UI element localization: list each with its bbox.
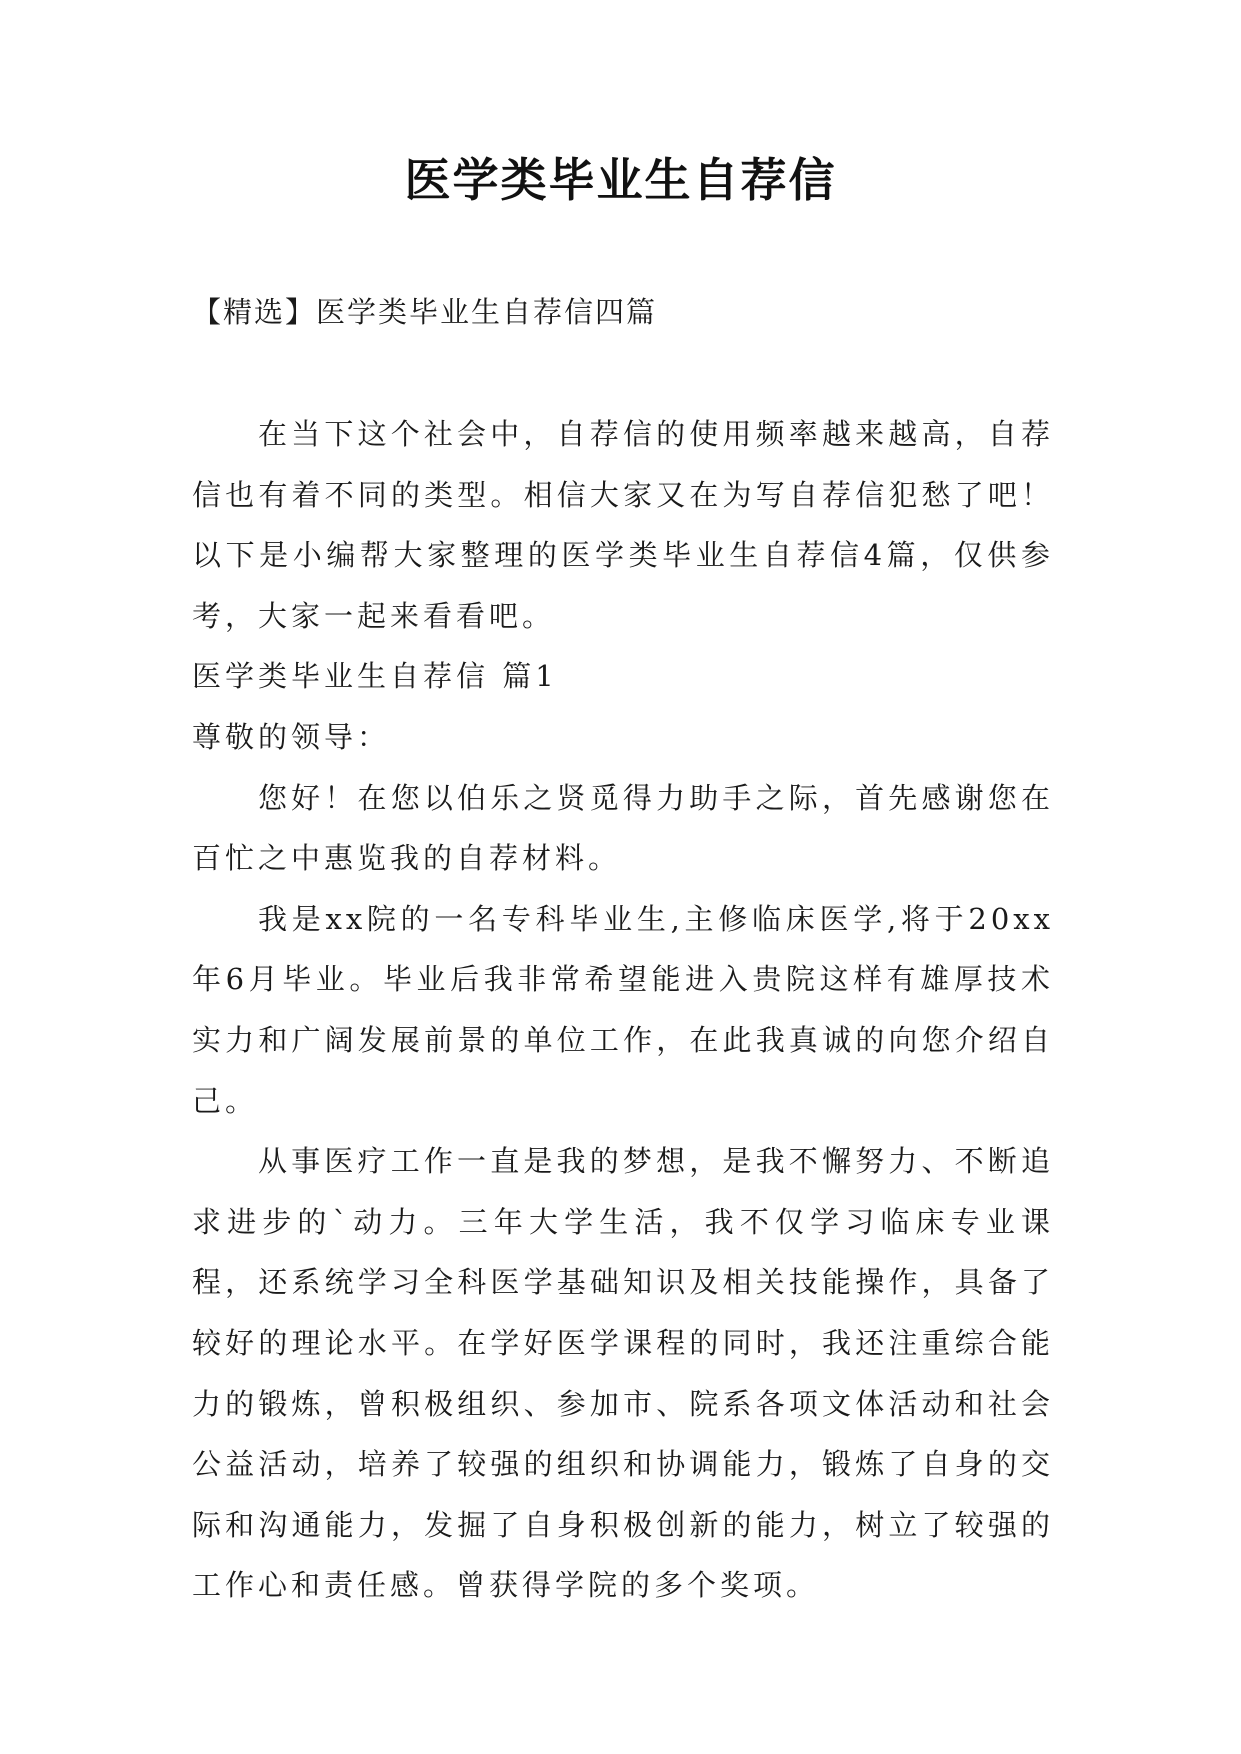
document-subtitle: 【精选】医学类毕业生自荐信四篇 — [192, 295, 658, 329]
intro-paragraph: 在当下这个社会中，自荐信的使用频率越来越高，自荐信也有着不同的类型。相信大家又在为写自荐信犯愁了吧！以下是小编帮大家整理的医学类毕业生自荐信4篇，仅供参考，大家一起来看看吧。 — [192, 417, 1054, 633]
document-body — [192, 404, 1054, 1616]
body-paragraph: 我是xx院的一名专科毕业生,主修临床医学,将于20xx年6月毕业。毕业后我非常希望能进入贵院这样有雄厚技术实力和广阔发展前景的单位工作，在此我真诚的向您介绍自己。 — [192, 901, 1054, 1118]
section-heading: 医学类毕业生自荐信 篇1 — [192, 659, 558, 694]
body-paragraph: 从事医疗工作一直是我的梦想，是我不懈努力、不断追求进步的`动力。三年大学生活，我不仅学习临床专业课程，还系统学习全科医学基础知识及相关技能操作，具备了较好的理论水平。在学好医学课程的同时，我还注重综合能力的锻炼，曾积极组织、参加市、院系各项文体活动和社会公益活动，培养了较强的组织和协调能力，锻炼了自身的交际和沟通能力，发掘了自身积极创新的能力，树立了较强的工作心和责任感。曾获得学院的多个奖项。 — [192, 1144, 1054, 1603]
body-paragraph: 您好！在您以伯乐之贤觅得力助手之际，首先感谢您在百忙之中惠览我的自荐材料。 — [192, 780, 1054, 876]
salutation: 尊敬的领导： — [192, 719, 391, 754]
document-title: 医学类毕业生自荐信 — [404, 153, 837, 207]
